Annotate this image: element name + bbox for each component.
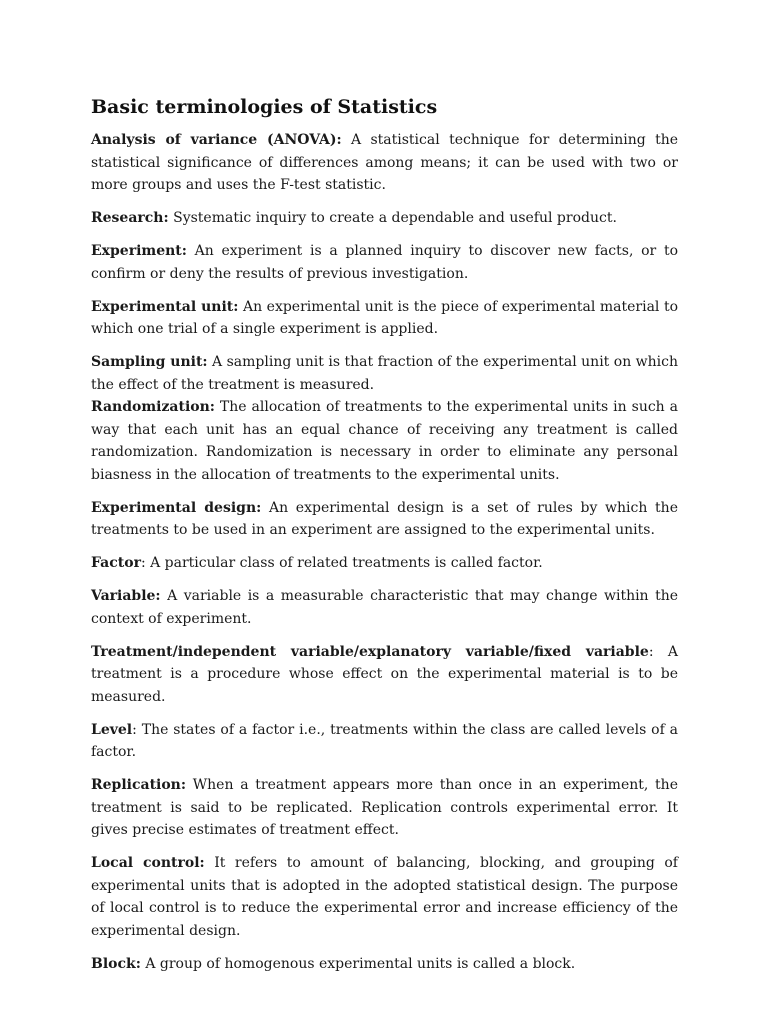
- term-label: Local control:: [91, 855, 205, 871]
- term-definition: The allocation of treatments to the experimental units in such a way that each unit has an equal chance of receiving any treatment is called randomization. Randomization is necessary in order to eliminate any personal biasness in the allocation of treatments to the experimental units.: [91, 399, 678, 483]
- term-label: Analysis of variance (ANOVA):: [91, 132, 342, 148]
- term-entry-factor: [91, 552, 678, 575]
- term-definition: A statistical technique for determining the statistical significance of differences among means; it can be used with two or more groups and uses the F-test statistic.: [91, 132, 679, 193]
- term-definition: A variable is a measurable characteristic that may change within the context of experiment.: [91, 588, 678, 627]
- term-entry-local-control: [91, 852, 678, 942]
- term-label: Factor: [91, 555, 141, 571]
- term-definition: A group of homogenous experimental units is called a block.: [140, 955, 576, 972]
- term-label: Randomization:: [91, 399, 215, 415]
- term-entry-anova: [91, 129, 678, 197]
- term-label: Experimental unit:: [91, 298, 239, 315]
- term-entry-experiment: [91, 240, 678, 285]
- term-entry-variable: [91, 585, 678, 630]
- term-label: Experimental design:: [91, 499, 262, 516]
- term-label: Sampling unit:: [91, 354, 208, 370]
- term-entry-randomization: [91, 396, 678, 486]
- page-title: Basic terminologies of Statistics: [91, 96, 438, 118]
- term-definition: : The states of a factor i.e., treatments within the class are called levels of a factor.: [91, 721, 678, 760]
- term-entry-sampling-unit: [91, 351, 678, 396]
- term-definition: An experimental unit is the piece of experimental material to which one trial of a single experiment is applied.: [91, 298, 678, 337]
- term-definition: : A treatment is a procedure whose effect on the experimental material is to be measured.: [91, 643, 678, 705]
- term-entry-level: [91, 719, 678, 764]
- term-definition: An experimental design is a set of rules by which the treatments to be used in an experiment are assigned to the experimental units.: [91, 499, 678, 538]
- term-entry-replication: [91, 774, 678, 842]
- term-entry-experimental-design: [91, 497, 678, 542]
- term-label: Block:: [91, 955, 141, 972]
- term-definition: A sampling unit is that fraction of the experimental unit on which the effect of the treatment is measured.: [91, 354, 678, 393]
- term-label: Level: [91, 721, 133, 738]
- term-definition: : A particular class of related treatments is called factor.: [140, 555, 543, 571]
- term-definition: When a treatment appears more than once in an experiment, the treatment is said to be replicated. Replication controls experimental error. It gives precise estimates of treatment effect.: [91, 777, 678, 838]
- term-entry-experimental-unit: [91, 296, 678, 341]
- term-label: Variable:: [91, 588, 161, 604]
- term-definition: It refers to amount of balancing, blocking, and grouping of experimental units that is adopted in the adopted statistical design. The purpose of local control is to reduce the experimental error and increase efficiency of the experimental design.: [91, 855, 678, 939]
- term-entry-treatment: [91, 641, 678, 709]
- term-label: Experiment:: [91, 243, 187, 259]
- term-entry-research: [91, 207, 678, 230]
- term-label: Replication:: [91, 777, 187, 793]
- term-definition: An experiment is a planned inquiry to discover new facts, or to confirm or deny the results of previous investigation.: [91, 243, 678, 282]
- term-definition: Systematic inquiry to create a dependable and useful product.: [168, 210, 617, 226]
- term-label: Research:: [91, 210, 169, 226]
- term-entry-block: [91, 953, 678, 976]
- term-label: Treatment/independent variable/explanatory variable/fixed variable: [91, 643, 649, 660]
